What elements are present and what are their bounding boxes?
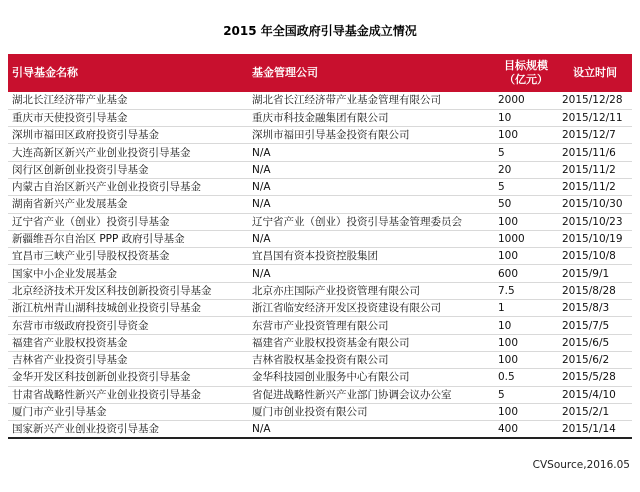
table-row (8, 92, 632, 109)
cell-manager: N/A (248, 265, 494, 282)
cell-date: 2015/11/6 (558, 144, 632, 161)
cell-fund-name: 国家新兴产业创业投资引导基金 (8, 421, 248, 439)
cell-date: 2015/9/1 (558, 265, 632, 282)
table-row (8, 386, 632, 403)
cell-manager: N/A (248, 230, 494, 247)
table-row (8, 196, 632, 213)
cell-fund-name: 湖南省新兴产业发展基金 (8, 196, 248, 213)
cell-manager: N/A (248, 161, 494, 178)
cell-manager: 宜昌国有资本投资控股集团 (248, 248, 494, 265)
cell-scale: 1 (494, 300, 558, 317)
cell-scale: 20 (494, 161, 558, 178)
table-row (8, 178, 632, 195)
table-row (8, 300, 632, 317)
cell-scale: 10 (494, 109, 558, 126)
cell-fund-name: 辽宁省产业（创业）投资引导基金 (8, 213, 248, 230)
table-header-row (8, 54, 632, 92)
table-row (8, 421, 632, 439)
cell-fund-name: 宜昌市三峡产业引导股权投资基金 (8, 248, 248, 265)
cell-scale: 100 (494, 127, 558, 144)
cell-manager: 浙江省临安经济开发区投资建设有限公司 (248, 300, 494, 317)
cell-scale: 5 (494, 144, 558, 161)
cell-manager: 省促进战略性新兴产业部门协调会议办公室 (248, 386, 494, 403)
table-row (8, 403, 632, 420)
cell-fund-name: 北京经济技术开发区科技创新投资引导基金 (8, 282, 248, 299)
cell-scale: 0.5 (494, 369, 558, 386)
cell-fund-name: 金华开发区科技创新创业投资引导基金 (8, 369, 248, 386)
header-manager: 基金管理公司 (252, 66, 318, 79)
cell-date: 2015/11/2 (558, 178, 632, 195)
table-row (8, 144, 632, 161)
cell-manager: 湖北省长江经济带产业基金管理有限公司 (248, 92, 494, 109)
header-scale: 目标规模（亿元） (504, 59, 548, 86)
table-row (8, 265, 632, 282)
cell-fund-name: 新疆维吾尔自治区 PPP 政府引导基金 (8, 230, 248, 247)
table-row (8, 334, 632, 351)
cell-date: 2015/1/14 (558, 421, 632, 439)
cell-fund-name: 重庆市天使投资引导基金 (8, 109, 248, 126)
cell-date: 2015/11/2 (558, 161, 632, 178)
cell-manager: N/A (248, 421, 494, 439)
cell-scale: 100 (494, 248, 558, 265)
cell-date: 2015/10/23 (558, 213, 632, 230)
cell-fund-name: 吉林省产业投资引导基金 (8, 351, 248, 368)
cell-scale: 100 (494, 334, 558, 351)
cell-date: 2015/10/19 (558, 230, 632, 247)
cell-scale: 50 (494, 196, 558, 213)
table-row (8, 248, 632, 265)
cell-date: 2015/12/7 (558, 127, 632, 144)
cell-manager: 厦门市创业投资有限公司 (248, 403, 494, 420)
fund-table (8, 54, 632, 439)
cell-date: 2015/2/1 (558, 403, 632, 420)
cell-manager: 深圳市福田引导基金投资有限公司 (248, 127, 494, 144)
cell-scale: 600 (494, 265, 558, 282)
cell-fund-name: 内蒙古自治区新兴产业创业投资引导基金 (8, 178, 248, 195)
table-row (8, 317, 632, 334)
table-row (8, 230, 632, 247)
cell-date: 2015/5/28 (558, 369, 632, 386)
cell-manager: N/A (248, 144, 494, 161)
cell-manager: 金华科技园创业服务中心有限公司 (248, 369, 494, 386)
header-date: 设立时间 (573, 66, 617, 79)
table-row (8, 109, 632, 126)
cell-scale: 400 (494, 421, 558, 439)
cell-manager: N/A (248, 178, 494, 195)
cell-scale: 2000 (494, 92, 558, 109)
cell-scale: 100 (494, 351, 558, 368)
cell-fund-name: 闵行区创新创业投资引导基金 (8, 161, 248, 178)
cell-scale: 1000 (494, 230, 558, 247)
cell-fund-name: 国家中小企业发展基金 (8, 265, 248, 282)
cell-date: 2015/8/28 (558, 282, 632, 299)
cell-fund-name: 大连高新区新兴产业创业投资引导基金 (8, 144, 248, 161)
cell-fund-name: 福建省产业股权投资基金 (8, 334, 248, 351)
cell-scale: 10 (494, 317, 558, 334)
cell-manager: 吉林省股权基金投资有限公司 (248, 351, 494, 368)
table-body (8, 92, 632, 438)
cell-fund-name: 甘肃省战略性新兴产业创业投资引导基金 (8, 386, 248, 403)
table-row (8, 282, 632, 299)
cell-date: 2015/7/5 (558, 317, 632, 334)
cell-date: 2015/12/28 (558, 92, 632, 109)
cell-manager: 福建省产业股权投资基金有限公司 (248, 334, 494, 351)
cell-scale: 5 (494, 386, 558, 403)
cell-manager: 东营市产业投资管理有限公司 (248, 317, 494, 334)
cell-date: 2015/10/8 (558, 248, 632, 265)
table-row (8, 213, 632, 230)
cell-scale: 100 (494, 403, 558, 420)
cell-fund-name: 东营市市级政府投资引导资金 (8, 317, 248, 334)
table-row (8, 161, 632, 178)
cell-scale: 5 (494, 178, 558, 195)
cell-date: 2015/8/3 (558, 300, 632, 317)
cell-scale: 100 (494, 213, 558, 230)
cell-date: 2015/6/5 (558, 334, 632, 351)
cell-manager: 重庆市科技金融集团有限公司 (248, 109, 494, 126)
table-title: 2015 年全国政府引导基金成立情况 (223, 24, 417, 38)
cell-date: 2015/10/30 (558, 196, 632, 213)
cell-date: 2015/12/11 (558, 109, 632, 126)
table-row (8, 127, 632, 144)
source-note: CVSource,2016.05 (532, 459, 630, 471)
cell-scale: 7.5 (494, 282, 558, 299)
table-row (8, 351, 632, 368)
cell-manager: 北京亦庄国际产业投资管理有限公司 (248, 282, 494, 299)
table-row (8, 369, 632, 386)
cell-manager: 辽宁省产业（创业）投资引导基金管理委员会 (248, 213, 494, 230)
header-fund-name: 引导基金名称 (12, 66, 78, 79)
cell-date: 2015/4/10 (558, 386, 632, 403)
cell-fund-name: 湖北长江经济带产业基金 (8, 92, 248, 109)
cell-manager: N/A (248, 196, 494, 213)
cell-fund-name: 深圳市福田区政府投资引导基金 (8, 127, 248, 144)
cell-date: 2015/6/2 (558, 351, 632, 368)
cell-fund-name: 浙江杭州青山湖科技城创业投资引导基金 (8, 300, 248, 317)
cell-fund-name: 厦门市产业引导基金 (8, 403, 248, 420)
